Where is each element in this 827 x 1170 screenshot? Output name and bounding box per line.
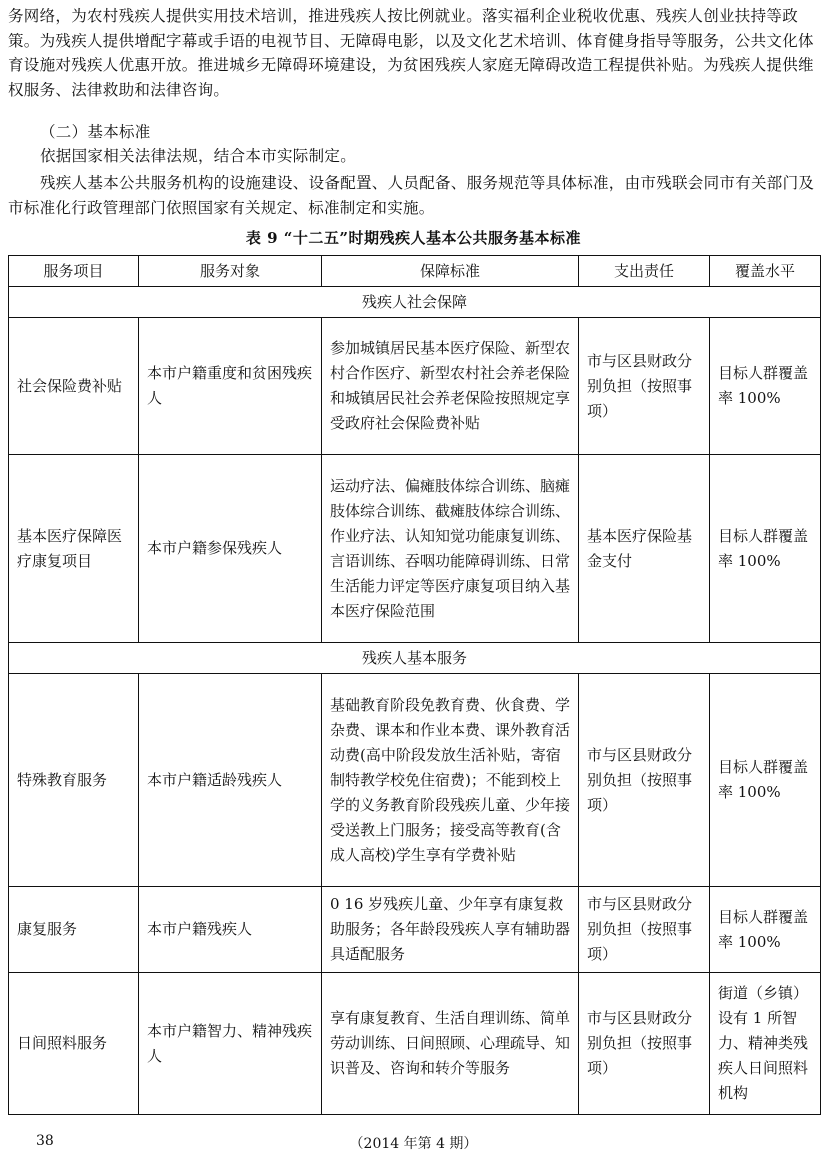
cell-item: 日间照料服务	[9, 973, 139, 1115]
header-responsibility: 支出责任	[579, 256, 710, 287]
cell-item: 特殊教育服务	[9, 674, 139, 887]
basis-paragraph: 依据国家相关法律法规，结合本市实际制定。	[40, 147, 357, 165]
cell-standard: 基础教育阶段免教育费、伙食费、学杂费、课本和作业本费、课外教育活动费(高中阶段发放生活补贴，寄宿制特教学校免住宿费)；不能到校上学的义务教育阶段残疾儿童、少年接受送教上门服务；接受高等教育(含成人高校)学生享有学费补贴	[322, 674, 579, 887]
cell-target: 本市户籍残疾人	[139, 887, 322, 973]
cell-standard: 0 16 岁残疾儿童、少年享有康复救助服务；各年龄段残疾人享有辅助器具适配服务	[322, 887, 579, 973]
responsibility-paragraph: 残疾人基本公共服务机构的设施建设、设备配置、人员配备、服务规范等具体标准，由市残联会同市有关部门及市标准化行政管理部门依照国家有关规定、标准制定和实施。	[8, 174, 815, 217]
table-header-row	[9, 256, 821, 287]
table-row	[9, 887, 821, 973]
cell-coverage: 目标人群覆盖率 100%	[710, 674, 821, 887]
cell-responsibility: 市与区县财政分别负担（按照事项）	[579, 973, 710, 1115]
header-item: 服务项目	[9, 256, 139, 287]
cell-standard: 运动疗法、偏瘫肢体综合训练、脑瘫肢体综合训练、截瘫肢体综合训练、作业疗法、认知知觉功能康复训练、言语训练、吞咽功能障碍训练、日常生活能力评定等医疗康复项目纳入基本医疗保险范围	[322, 455, 579, 643]
section-title: 残疾人基本服务	[9, 643, 821, 674]
section-title: 残疾人社会保障	[9, 287, 821, 318]
cell-coverage: 街道（乡镇）设有 1 所智力、精神类残疾人日间照料机构	[710, 973, 821, 1115]
cell-target: 本市户籍智力、精神残疾人	[139, 973, 322, 1115]
issue-label: （2014 年第 4 期）	[349, 1136, 478, 1152]
cell-item: 基本医疗保障医疗康复项目	[9, 455, 139, 643]
header-target: 服务对象	[139, 256, 322, 287]
table-row	[9, 674, 821, 887]
cell-item: 康复服务	[9, 887, 139, 973]
cell-coverage: 目标人群覆盖率 100%	[710, 887, 821, 973]
table-row	[9, 973, 821, 1115]
cell-responsibility: 市与区县财政分别负担（按照事项）	[579, 674, 710, 887]
header-standard: 保障标准	[322, 256, 579, 287]
service-standards-table	[8, 255, 821, 1115]
cell-target: 本市户籍重度和贫困残疾人	[139, 318, 322, 455]
cell-standard: 参加城镇居民基本医疗保险、新型农村合作医疗、新型农村社会养老保险和城镇居民社会养老保险按照规定享受政府社会保险费补贴	[322, 318, 579, 455]
section-heading: （二）基本标准	[40, 123, 151, 141]
section-row	[9, 643, 821, 674]
intro-paragraph: 务网络，为农村残疾人提供实用技术培训，推进残疾人按比例就业。落实福利企业税收优惠、残疾人创业扶持等政策。为残疾人提供增配字幕或手语的电视节目、无障碍电影，以及文化艺术培训、体育健身指导等服务，公共文化体育设施对残疾人优惠开放。推进城乡无障碍环境建设，为贫困残疾人家庭无障碍改造工程提供补贴。为残疾人提供维权服务、法律救助和法律咨询。	[8, 7, 814, 99]
cell-responsibility: 基本医疗保险基金支付	[579, 455, 710, 643]
table-row	[9, 318, 821, 455]
section-row	[9, 287, 821, 318]
cell-target: 本市户籍参保残疾人	[139, 455, 322, 643]
cell-standard: 享有康复教育、生活自理训练、简单劳动训练、日间照顾、心理疏导、知识普及、咨询和转介等服务	[322, 973, 579, 1115]
cell-coverage: 目标人群覆盖率 100%	[710, 318, 821, 455]
cell-item: 社会保险费补贴	[9, 318, 139, 455]
table-caption: 表 9 “十二五”时期残疾人基本公共服务基本标准	[245, 229, 582, 247]
page-number: 38	[36, 1133, 54, 1149]
cell-responsibility: 市与区县财政分别负担（按照事项）	[579, 318, 710, 455]
cell-responsibility: 市与区县财政分别负担（按照事项）	[579, 887, 710, 973]
header-coverage: 覆盖水平	[710, 256, 821, 287]
table-row	[9, 455, 821, 643]
cell-target: 本市户籍适龄残疾人	[139, 674, 322, 887]
cell-coverage: 目标人群覆盖率 100%	[710, 455, 821, 643]
